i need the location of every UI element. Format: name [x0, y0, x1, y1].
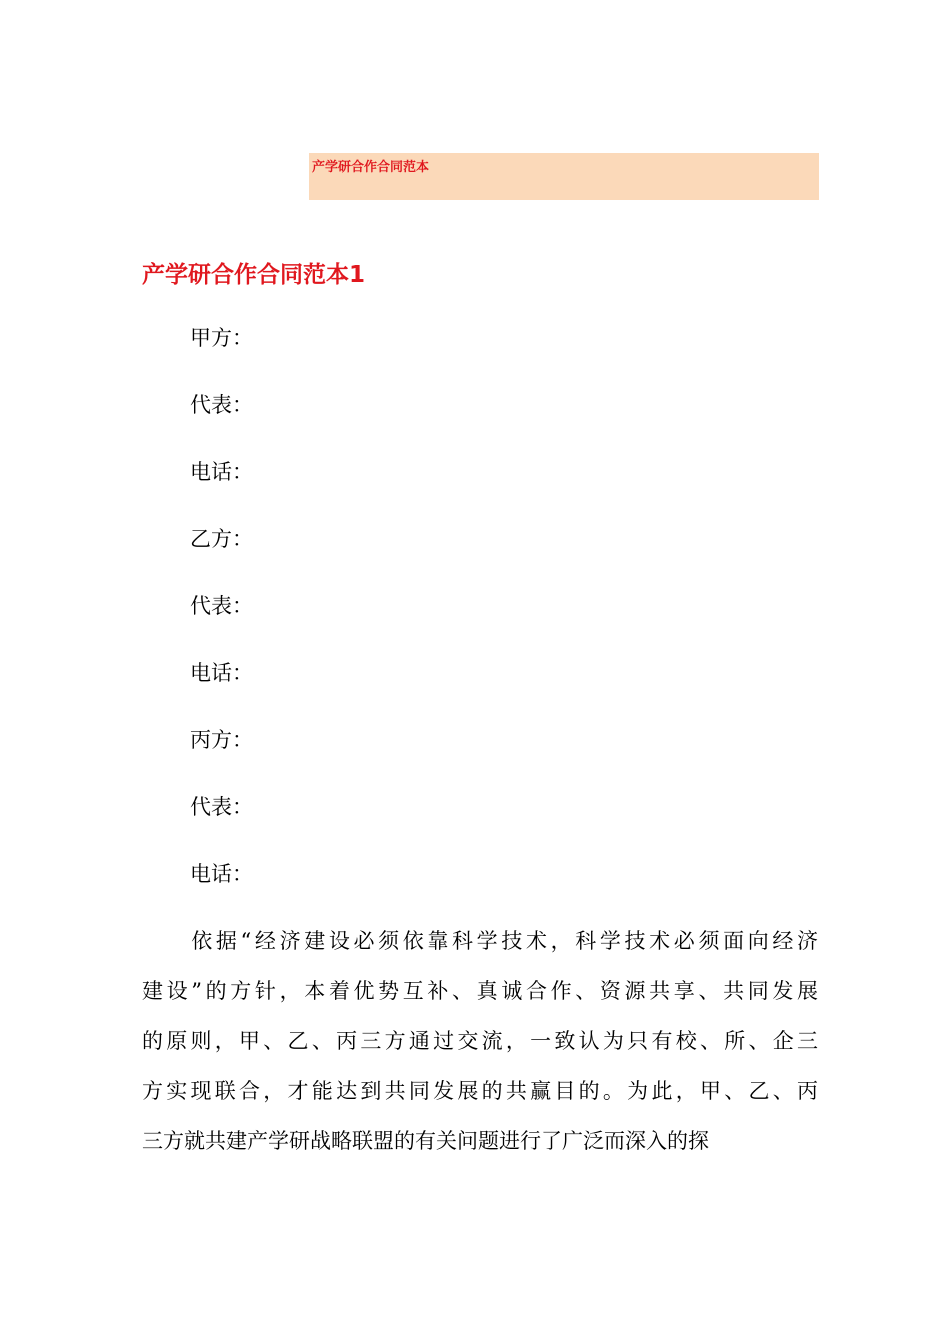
- paragraph-line: 依据“经济建设必须依靠科学技术，科学技术必须面向经济: [142, 929, 818, 953]
- party-b-representative-label: 代表：: [190, 594, 253, 618]
- header-banner-text: 产学研合作合同范本: [312, 160, 430, 175]
- party-c-label: 丙方：: [190, 728, 253, 752]
- party-b-label: 乙方：: [190, 527, 253, 551]
- party-c-representative-label: 代表：: [190, 795, 253, 819]
- party-c-phone-label: 电话：: [190, 862, 253, 886]
- party-a-phone-label: 电话：: [190, 460, 253, 484]
- paragraph-line: 建设”的方针，本着优势互补、真诚合作、资源共享、共同发展: [142, 979, 818, 1003]
- paragraph-line: 三方就共建产学研战略联盟的有关问题进行了广泛而深入的探: [142, 1129, 709, 1153]
- party-a-representative-label: 代表：: [190, 393, 253, 417]
- party-b-phone-label: 电话：: [190, 661, 253, 685]
- paragraph-line: 方实现联合，才能达到共同发展的共赢目的。为此，甲、乙、丙: [142, 1079, 818, 1103]
- party-a-label: 甲方：: [190, 326, 253, 350]
- paragraph-line: 的原则，甲、乙、丙三方通过交流，一致认为只有校、所、企三: [142, 1029, 818, 1053]
- document-title: 产学研合作合同范本1: [142, 262, 366, 288]
- header-banner: [309, 153, 819, 200]
